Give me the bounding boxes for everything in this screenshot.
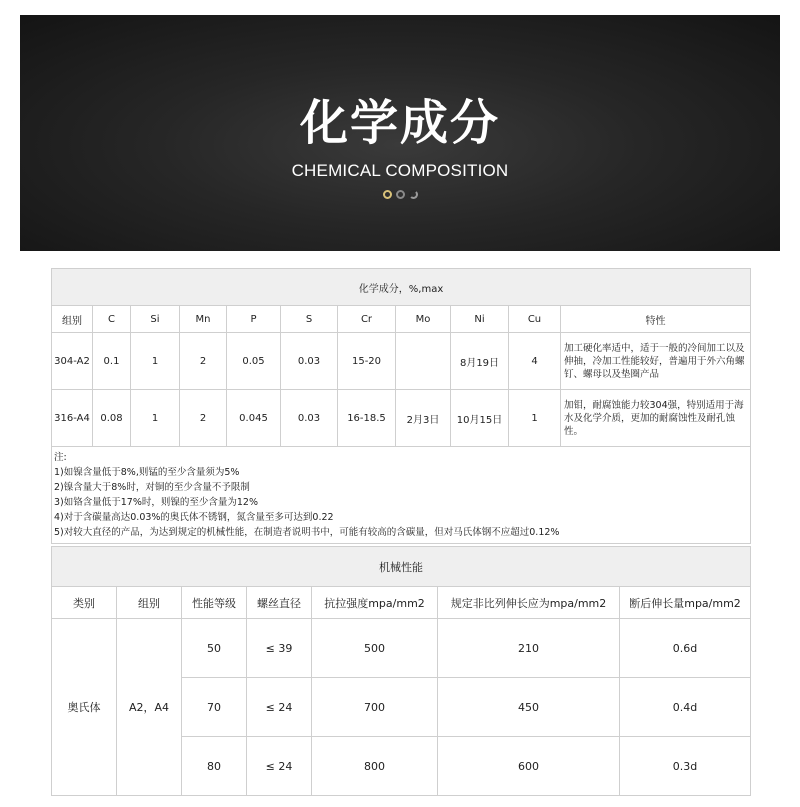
category-cell: 奥氏体 xyxy=(52,619,117,796)
yield-cell: 210 xyxy=(438,619,620,678)
s-cell: 0.03 xyxy=(281,333,338,390)
hero-banner xyxy=(20,15,780,251)
grade-cell: 304-A2 xyxy=(52,333,93,390)
note-line: 2)镍含量大于8%时，对铜的至少含量不予限制 xyxy=(54,482,250,493)
column-header: S xyxy=(281,306,338,333)
grade-cell: 50 xyxy=(182,619,247,678)
diameter-cell: ≤ 24 xyxy=(247,737,312,796)
column-header: 性能等级 xyxy=(182,587,247,619)
cr-cell: 15-20 xyxy=(338,333,396,390)
grade-cell: 80 xyxy=(182,737,247,796)
tensile-cell: 500 xyxy=(312,619,438,678)
mechanical-table-title: 机械性能 xyxy=(52,547,751,587)
s-cell: 0.03 xyxy=(281,390,338,447)
mn-cell: 2 xyxy=(180,390,227,447)
table-row xyxy=(52,619,751,678)
yield-cell: 600 xyxy=(438,737,620,796)
decorative-dots xyxy=(20,190,780,199)
grade-cell: 316-A4 xyxy=(52,390,93,447)
diameter-cell: ≤ 39 xyxy=(247,619,312,678)
chemical-table-title: 化学成分，%,max xyxy=(52,269,751,306)
table-row xyxy=(52,390,751,447)
cu-cell: 4 xyxy=(509,333,561,390)
column-header: 抗拉强度mpa/mm2 xyxy=(312,587,438,619)
si-cell: 1 xyxy=(131,333,180,390)
ring-dot-icon xyxy=(396,190,405,199)
column-header: 组别 xyxy=(52,306,93,333)
table-header-row xyxy=(52,587,751,619)
note-line: 3)如铬含量低于17%时，则镍的至少含量为12% xyxy=(54,497,258,508)
column-header: 螺丝直径 xyxy=(247,587,312,619)
cu-cell: 1 xyxy=(509,390,561,447)
notes-cell xyxy=(52,447,751,544)
note-line: 注: xyxy=(54,452,67,463)
property-cell: 加工硬化率适中，适于一般的冷间加工以及伸抽，冷加工性能较好，普遍用于外六角螺钉、螺母以及垫圈产品 xyxy=(561,333,751,390)
ring-dot-icon xyxy=(383,190,392,199)
notes-row xyxy=(52,447,751,544)
column-header: C xyxy=(93,306,131,333)
mechanical-properties-table xyxy=(51,546,751,796)
ring-dot-icon xyxy=(409,190,418,199)
table-title-row xyxy=(52,547,751,587)
banner-title: 化学成分 xyxy=(299,95,500,151)
property-cell: 加钼，耐腐蚀能力较304强，特别适用于海水及化学介质，更加的耐腐蚀性及耐孔蚀性。 xyxy=(561,390,751,447)
column-header: 特性 xyxy=(561,306,751,333)
cr-cell: 16-18.5 xyxy=(338,390,396,447)
column-header: P xyxy=(227,306,281,333)
c-cell: 0.08 xyxy=(93,390,131,447)
column-header: Si xyxy=(131,306,180,333)
elongation-cell: 0.6d xyxy=(620,619,751,678)
tensile-cell: 700 xyxy=(312,678,438,737)
column-header: Ni xyxy=(451,306,509,333)
si-cell: 1 xyxy=(131,390,180,447)
table-header-row xyxy=(52,306,751,333)
mo-cell: 2月3日 xyxy=(396,390,451,447)
yield-cell: 450 xyxy=(438,678,620,737)
column-header: Mn xyxy=(180,306,227,333)
column-header: Mo xyxy=(396,306,451,333)
mn-cell: 2 xyxy=(180,333,227,390)
ni-cell: 8月19日 xyxy=(451,333,509,390)
tensile-cell: 800 xyxy=(312,737,438,796)
column-header: 类别 xyxy=(52,587,117,619)
elongation-cell: 0.4d xyxy=(620,678,751,737)
c-cell: 0.1 xyxy=(93,333,131,390)
column-header: 断后伸长量mpa/mm2 xyxy=(620,587,751,619)
ni-cell: 10月15日 xyxy=(451,390,509,447)
elongation-cell: 0.3d xyxy=(620,737,751,796)
column-header: Cr xyxy=(338,306,396,333)
column-header: 规定非比列伸长应为mpa/mm2 xyxy=(438,587,620,619)
column-header: 组别 xyxy=(117,587,182,619)
p-cell: 0.045 xyxy=(227,390,281,447)
banner-subtitle: CHEMICAL COMPOSITION xyxy=(291,161,509,180)
grade-cell: 70 xyxy=(182,678,247,737)
mo-cell xyxy=(396,333,451,390)
p-cell: 0.05 xyxy=(227,333,281,390)
diameter-cell: ≤ 24 xyxy=(247,678,312,737)
table-title-row xyxy=(52,269,751,306)
note-line: 4)对于含碳量高达0.03%的奥氏体不锈钢，氮含量至多可达到0.22 xyxy=(54,512,334,523)
note-line: 5)对较大直径的产品，为达到规定的机械性能，在制造者说明书中，可能有较高的含碳量，但对马氏体钢不应超过0.12% xyxy=(54,527,560,538)
chemical-composition-table xyxy=(51,268,751,544)
group-cell: A2，A4 xyxy=(117,619,182,796)
table-row xyxy=(52,333,751,390)
note-line: 1)如镍含量低于8%,则锰的至少含量须为5% xyxy=(54,467,240,478)
column-header: Cu xyxy=(509,306,561,333)
